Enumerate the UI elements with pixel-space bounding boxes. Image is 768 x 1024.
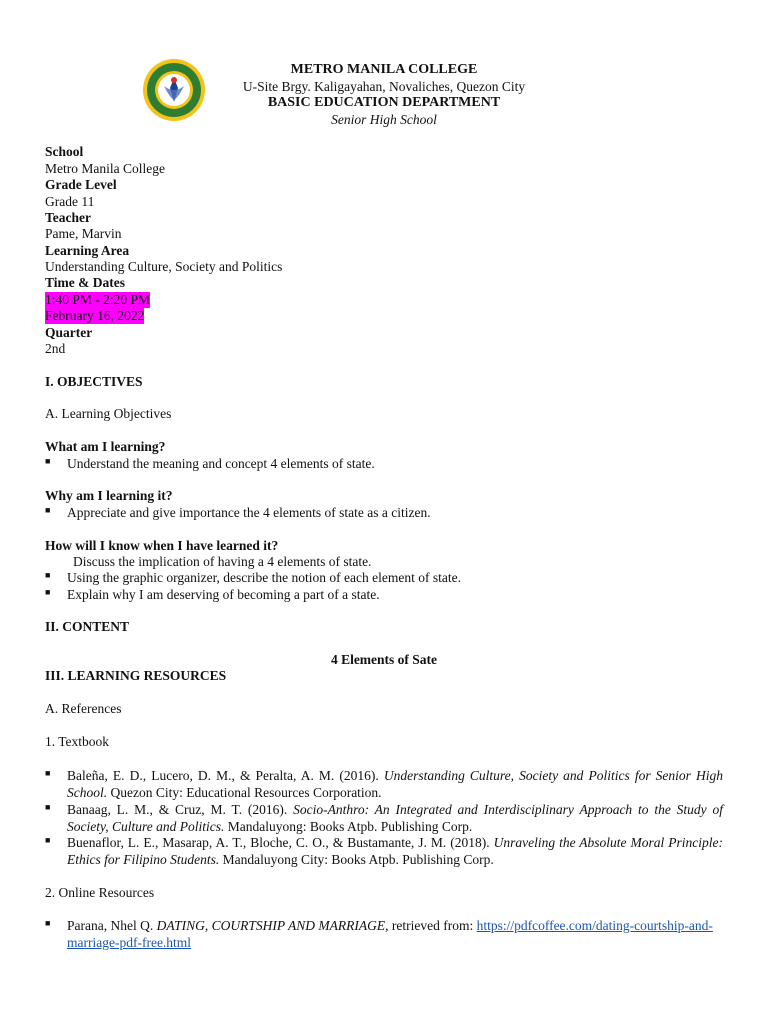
- bullet-icon: ■: [45, 835, 51, 845]
- question-how-know: How will I know when I have learned it?: [45, 538, 279, 553]
- learning-objectives-subheading: A. Learning Objectives: [45, 406, 172, 421]
- reference-text: Parana, Nhel Q. DATING, COURTSHIP AND MARRIAGE, retrieved from: https://pdfcoffee.com/dating-courtship-and-marriage-pdf-free.html: [67, 918, 713, 950]
- quarter-label: Quarter: [45, 325, 93, 340]
- bullet-icon: ■: [45, 456, 51, 466]
- objectives-heading: I. OBJECTIVES: [45, 374, 143, 389]
- bullet-icon: ■: [45, 587, 51, 597]
- time-value: 1:40 PM - 2:20 PM: [45, 292, 151, 307]
- department-name: BASIC EDUCATION DEPARTMENT: [267, 95, 501, 110]
- reference-text: Buenaflor, L. E., Masarap, A. T., Bloche, C. O., & Bustamante, J. M. (2018). Unraveling the Absolute Moral Principle: Ethics for Filipino Students. Mandaluyong City: Books Atpb. Publishing Corp.: [67, 835, 723, 867]
- grade-value: Grade 11: [45, 194, 95, 209]
- objective-text: Explain why I am deserving of becoming a part of a state.: [67, 587, 380, 602]
- division-name: Senior High School: [331, 112, 437, 127]
- quarter-value: 2nd: [45, 341, 66, 356]
- content-topic: 4 Elements of Sate: [330, 652, 438, 667]
- reference-link[interactable]: https://pdfcoffee.com/dating-courtship-and-marriage-pdf-free.html: [67, 918, 713, 950]
- online-resources-label: 2. Online Resources: [45, 885, 155, 900]
- school-label: School: [45, 144, 84, 159]
- bullet-icon: ■: [45, 505, 51, 515]
- question-what-learning: What am I learning?: [45, 439, 166, 454]
- objective-text: Discuss the implication of having a 4 elements of state.: [73, 554, 372, 569]
- objective-text: Understand the meaning and concept 4 elements of state.: [67, 456, 375, 471]
- bullet-icon: ■: [45, 570, 51, 580]
- learning-area-value: Understanding Culture, Society and Politics: [45, 259, 283, 274]
- teacher-value: Pame, Marvin: [45, 226, 122, 241]
- bullet-icon: ■: [45, 802, 51, 812]
- content-heading: II. CONTENT: [45, 619, 130, 634]
- grade-label: Grade Level: [45, 177, 117, 192]
- objective-text: Using the graphic organizer, describe the notion of each element of state.: [67, 570, 461, 585]
- bullet-icon: ■: [45, 768, 51, 778]
- resources-heading: III. LEARNING RESOURCES: [45, 668, 227, 683]
- reference-text: Baleña, E. D., Lucero, D. M., & Peralta, A. M. (2016). Understanding Culture, Society and Politics for Senior High School. Quezon City: Educational Resources Corporation.: [67, 768, 723, 800]
- bullet-icon: ■: [45, 918, 51, 928]
- college-address: U-Site Brgy. Kaligayahan, Novaliches, Quezon City: [242, 79, 526, 94]
- references-subheading: A. References: [45, 701, 122, 716]
- college-name: METRO MANILA COLLEGE: [290, 62, 478, 77]
- question-why-learning: Why am I learning it?: [45, 488, 173, 503]
- reference-text: Banaag, L. M., & Cruz, M. T. (2016). Socio-Anthro: An Integrated and Interdisciplinary Approach to the Study of Society, Culture and Politics. Mandaluyong: Books Atpb. Publishing Corp.: [67, 802, 723, 834]
- objective-text: Appreciate and give importance the 4 elements of state as a citizen.: [67, 505, 431, 520]
- textbook-label: 1. Textbook: [45, 734, 110, 749]
- time-dates-label: Time & Dates: [45, 275, 125, 290]
- learning-area-label: Learning Area: [45, 243, 130, 258]
- date-value: February 16, 2022: [45, 308, 145, 323]
- school-value: Metro Manila College: [45, 161, 165, 176]
- teacher-label: Teacher: [45, 210, 91, 225]
